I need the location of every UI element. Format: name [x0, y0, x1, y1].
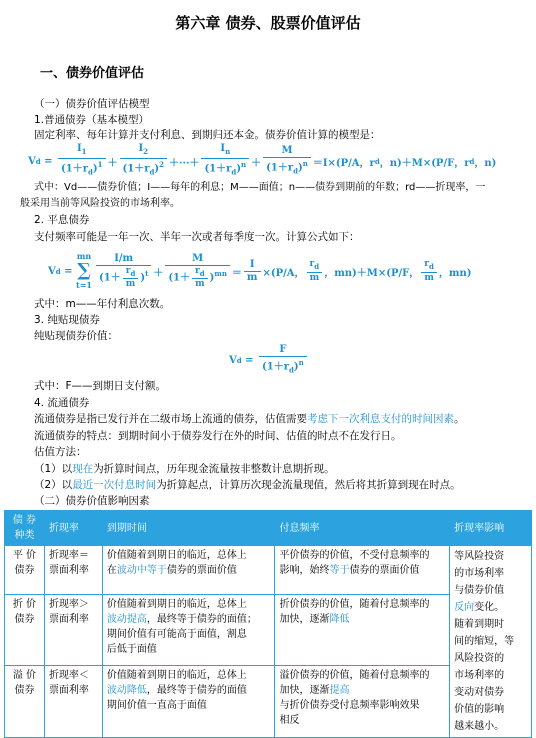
s1-4-method-2: （2）以最近一次付息时间为折算起点，计算历次现金流量现值，然后将其折算到现在时点。	[34, 479, 461, 491]
th-rate: 折现率	[44, 511, 102, 546]
chapter-title: 第六章 债券、股票价值评估	[175, 14, 361, 32]
s1-1-text: 固定利率、每年计算并支付利息、到期归还本金。债券价值计算的模型是：	[34, 129, 381, 141]
cell-rate: 折现率＞ 票面利率	[44, 594, 102, 666]
cell-frequency: 平价债券的价值，不受付息频率的 影响，始终等于债券的票面价值	[275, 546, 450, 595]
cell-impact: 等风险投资 的市场利率 与债券价值 反向变化。 随着到期时 间的缩短，等 风险投资的 市场利率的 变动对债券 价值的影响 越来越小。	[450, 546, 532, 738]
s1-2-heading: 2. 平息债券	[34, 214, 90, 226]
cell-type: 平 价 债券	[5, 546, 45, 595]
table-row	[5, 546, 532, 595]
s1-2-note: 式中：m——年付利息次数。	[34, 298, 171, 310]
s1-1-note-2: 般采用当前等风险投资的市场利率。	[20, 198, 180, 209]
cell-maturity: 价值随着到期日的临近，总体上 波动提高，最终等于债券的面值； 期间价值有可能高于面值，割息 后低于面值	[102, 594, 275, 666]
cell-type: 折 价 债券	[5, 594, 45, 666]
s1-4-heading: 4. 流通债券	[34, 397, 90, 409]
s1-3-note: 式中：F——到期日支付额。	[34, 380, 167, 392]
s2-heading: （二）债券价值影响因素	[34, 495, 150, 507]
s1-4-method-1: （1）以现在为折算时间点，历年现金流量按非整数计息期折现。	[34, 463, 335, 475]
bond-value-formula-2: V d = mn ∑ t=1 I/m (1＋ $\frac{r_d}{m}$ )$^t$ ＋ M (1＋ $\frac{r_d}{m}$ )$^{mn}$ ＝ $\frac{I}{m}$ ×(P/A， $\frac{r_d}{m}$ ，mn)＋M×(P/F， $\frac{r_d}{m}$ ，mn)	[48, 251, 472, 290]
section-title: 一、债券价值评估	[40, 66, 145, 81]
th-frequency: 付息频率	[275, 511, 450, 546]
th-type: 债 券 种类	[5, 511, 45, 546]
s1-4-method: 估值方法：	[34, 446, 87, 458]
s1-4-feature: 流通债券的特点：到期时间小于债券发行在外的时间、估值的时点不在发行日。	[34, 430, 402, 442]
cell-type: 溢 价 债券	[5, 666, 45, 738]
s1-heading: （一）债券价值评估模型	[34, 98, 150, 110]
th-maturity: 到期时间	[102, 511, 275, 546]
s1-1-heading: 1.普通债券（基本模型）	[34, 114, 150, 126]
s1-3-text: 纯贴现债券价值：	[34, 330, 118, 342]
bond-value-formula-3: V d = $\frac{F}{(1+r_d)^n}$	[229, 345, 309, 375]
s1-1-note-1: 式中：Vd——债券价值；I——每年的利息；M——面值；n——债券到期前的年数；rd——折现率，一	[34, 182, 486, 193]
cell-frequency: 溢价债券的价值，随着付息频率的 加快，逐渐提高 与折价债券受付息频率影响效果 相反	[275, 666, 450, 738]
cell-rate: 折现率＜ 票面利率	[44, 666, 102, 738]
cell-frequency: 折价债券的价值，随着付息频率的 加快，逐渐降低	[275, 594, 450, 666]
s1-4-text: 流通债券是指已发行并在二级市场上流通的债券，估值需要考虑下一次利息支付的时间因素。	[34, 413, 465, 425]
bond-factors-table	[4, 510, 532, 738]
cell-rate: 折现率＝ 票面利率	[44, 546, 102, 595]
cell-maturity: 价值随着到期日的临近，总体上 波动降低，最终等于债券的面值 期间价值一直高于面值	[102, 666, 275, 738]
s1-3-heading: 3. 纯贴现债券	[34, 314, 100, 326]
th-impact: 折现率影响	[450, 511, 532, 546]
cell-maturity: 价值随着到期日的临近，总体上 在波动中等于债券的票面价值	[102, 546, 275, 595]
bond-value-formula-1: V d = $\frac{I_1}{(1+r_d)^1}$ ＋ $\frac{I_2}{(1+r_d)^2}$ ＋···＋ $\frac{I_n}{(1+r_d)^n}$ ＋ $\frac{M}{(1+r_d)^n}$ ＝I×(P/A，r d ，n)＋M×(P/F，r d ，n)	[28, 143, 497, 177]
s1-2-text: 支付频率可能是一年一次、半年一次或者每季度一次。计算公式如下：	[34, 231, 360, 243]
